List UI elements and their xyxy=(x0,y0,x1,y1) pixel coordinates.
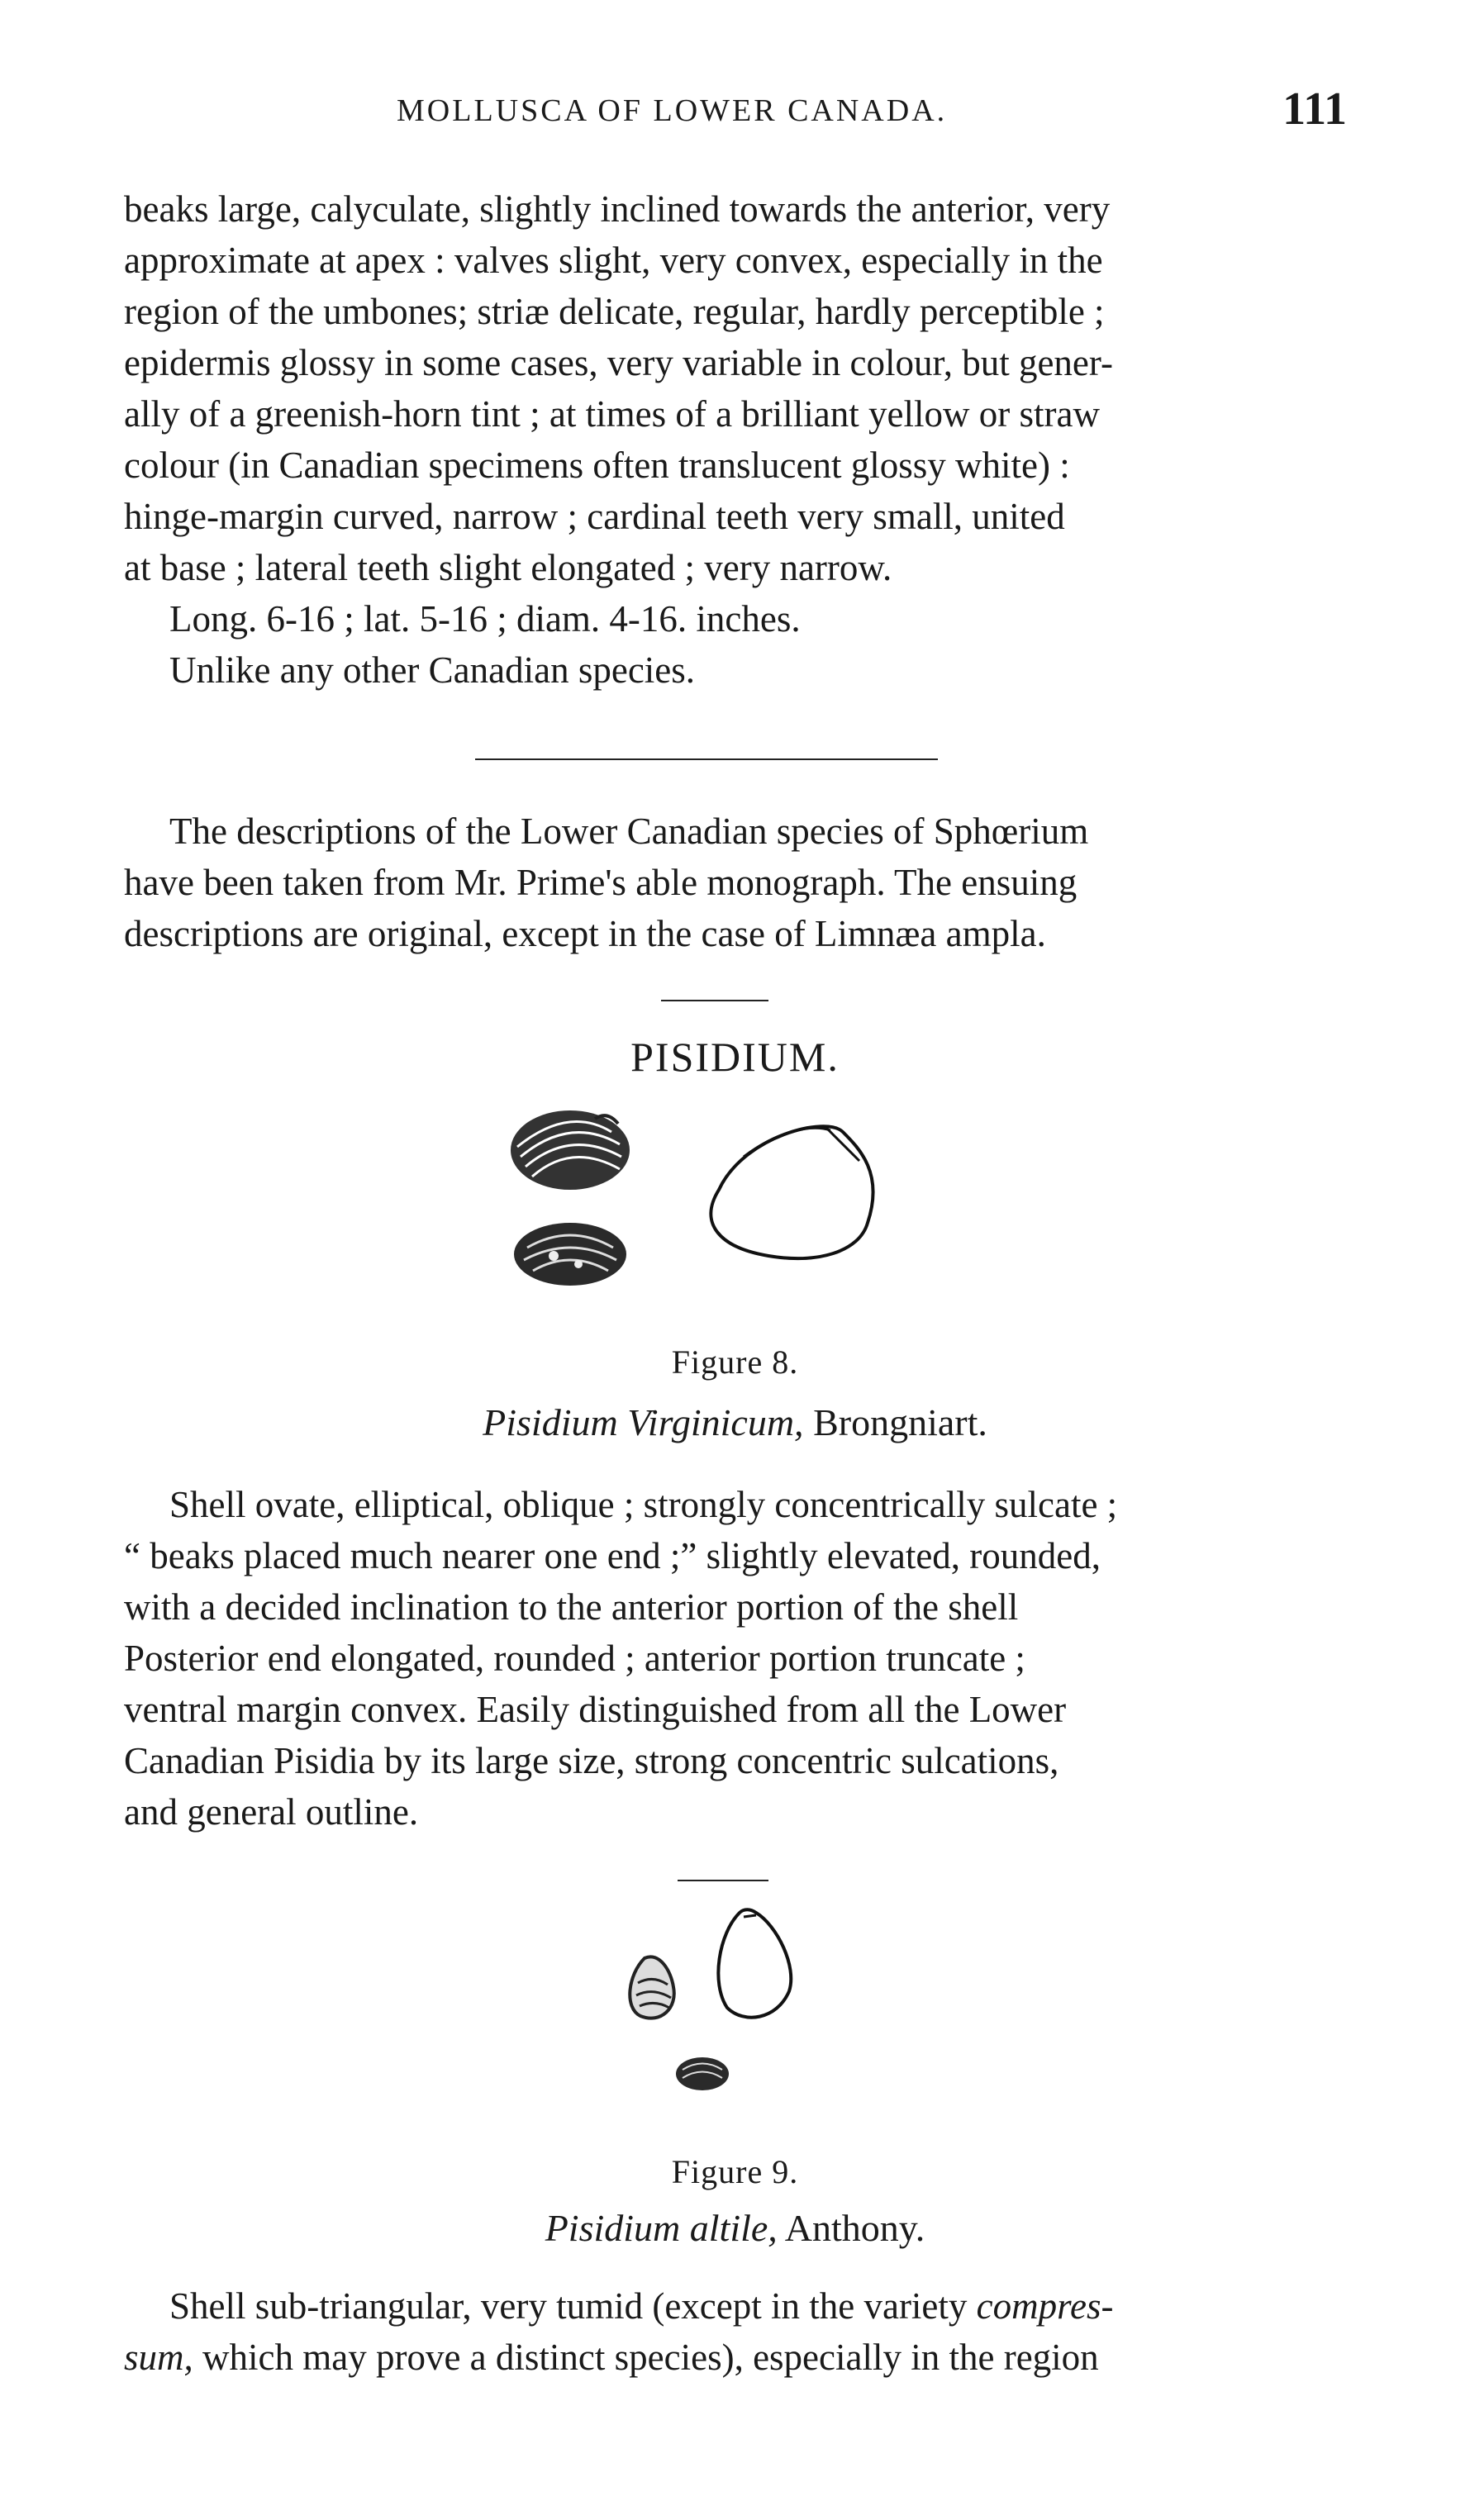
figure-8-species xyxy=(0,1400,1470,1444)
species-name: Pisidium Virginicum, xyxy=(483,1401,804,1443)
text-line: “ beaks placed much nearer one end ;” slightly elevated, rounded, xyxy=(124,1535,1101,1576)
figure-9 xyxy=(595,1900,843,2099)
shell-striated-icon xyxy=(630,1957,674,2018)
text-line: Shell ovate, elliptical, oblique ; strongly concentrically sulcate ; xyxy=(169,1484,1118,1525)
measurements: Long. 6-16 ; lat. 5-16 ; diam. 4-16. inches. xyxy=(169,598,801,640)
figure-8-description xyxy=(124,1479,1347,1838)
text-line: ventral margin convex. Easily distinguished from all the Lower xyxy=(124,1689,1067,1730)
species-authority: Anthony. xyxy=(777,2207,925,2249)
variety-name: sum, xyxy=(124,2337,193,2378)
species-name: Pisidium altile, xyxy=(545,2207,778,2249)
shell-outline-icon xyxy=(718,1909,791,2017)
text-line: approximate at apex : valves slight, very convex, especially in the xyxy=(124,240,1103,281)
running-head xyxy=(124,83,1347,140)
text-line: have been taken from Mr. Prime's able monograph. The ensuing xyxy=(124,862,1078,903)
section-heading: PISIDIUM. xyxy=(630,1034,840,1080)
figure-8-caption: Figure 8. xyxy=(671,1343,799,1381)
text-line: The descriptions of the Lower Canadian species of Sphœrium xyxy=(169,811,1089,852)
shell-striated-icon xyxy=(514,1223,626,1286)
figure-9-description xyxy=(124,2280,1347,2383)
variety-name: compres- xyxy=(976,2285,1114,2327)
page-number: 111 xyxy=(1282,83,1347,135)
text-line: Canadian Pisidia by its large size, strong concentric sulcations, xyxy=(124,1740,1059,1781)
short-divider xyxy=(678,1880,768,1881)
text-line: at base ; lateral teeth slight elongated ; very narrow. xyxy=(124,547,892,588)
text-line: colour (in Canadian specimens often translucent glossy white) : xyxy=(124,445,1070,486)
text-line: hinge-margin curved, narrow ; cardinal teeth very small, united xyxy=(124,496,1065,537)
running-title: MOLLUSCA OF LOWER CANADA. xyxy=(397,93,948,128)
short-divider xyxy=(661,1000,768,1001)
text-line: region of the umbones; striæ delicate, regular, hardly perceptible ; xyxy=(124,291,1105,332)
figure-8 xyxy=(496,1099,959,1314)
species-note: Unlike any other Canadian species. xyxy=(169,649,696,691)
continued-description xyxy=(124,183,1347,696)
shell-striated-icon xyxy=(511,1110,630,1190)
text-line: ally of a greenish-horn tint ; at times of a brilliant yellow or straw xyxy=(124,393,1100,435)
text-line: descriptions are original, except in the case of Limnæa ampla. xyxy=(124,913,1046,954)
shell-outline-icon xyxy=(711,1126,873,1258)
text-line xyxy=(124,2280,1347,2332)
preface-paragraph xyxy=(124,806,1347,959)
section-divider xyxy=(475,758,938,760)
text-fragment: Shell sub-triangular, very tumid (except in the variety xyxy=(169,2285,977,2327)
text-fragment: which may prove a distinct species), especially in the region xyxy=(193,2337,1099,2378)
figure-9-species xyxy=(0,2206,1470,2250)
figure-9-caption: Figure 9. xyxy=(671,2153,799,2190)
shell-small-icon xyxy=(676,2057,729,2090)
text-line: beaks large, calyculate, slightly inclined towards the anterior, very xyxy=(124,188,1111,230)
text-line: and general outline. xyxy=(124,1791,419,1833)
text-line: with a decided inclination to the anterior portion of the shell xyxy=(124,1586,1019,1628)
text-line: epidermis glossy in some cases, very variable in colour, but gener- xyxy=(124,342,1113,383)
species-authority: Brongniart. xyxy=(803,1401,987,1443)
text-line: Posterior end elongated, rounded ; anterior portion truncate ; xyxy=(124,1638,1025,1679)
text-line xyxy=(124,2332,1347,2383)
